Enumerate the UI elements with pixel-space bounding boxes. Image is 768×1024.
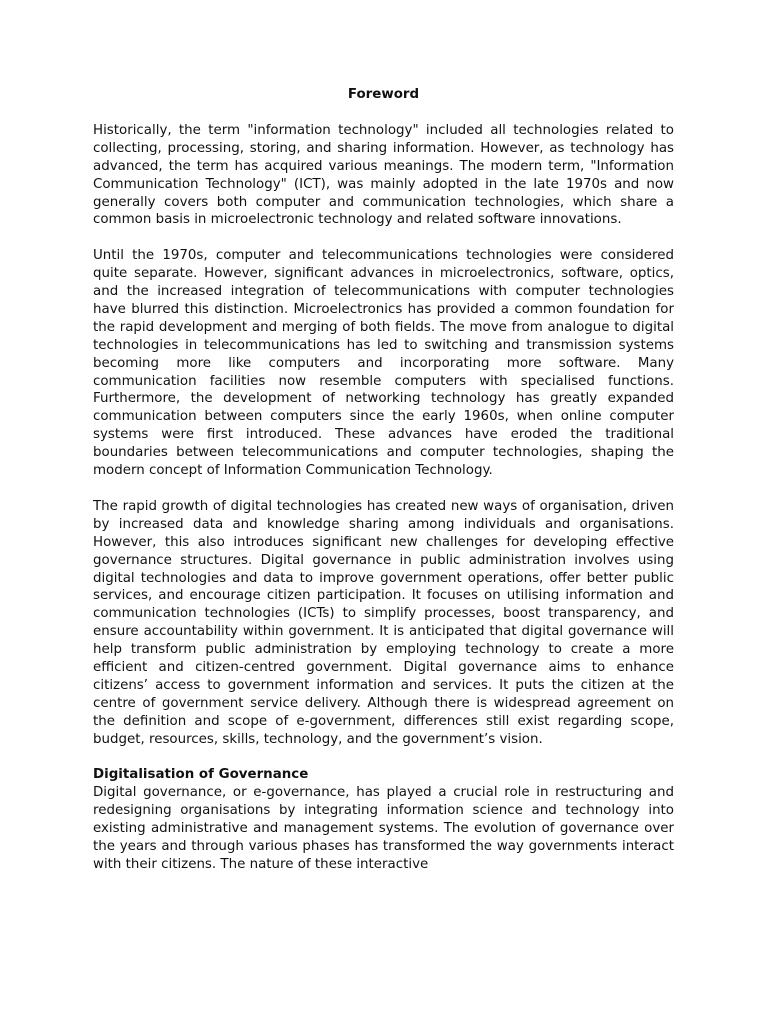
paragraph-3: The rapid growth of digital technologies has created new ways of organisation, driven by increased data and knowledge sharing among individuals and organisations. However, this also introduces significant new challenges for developing effective governance structures. Digital governance in public administration involves using digital technologies and data to improve government operations, offer better public services, and encourage citizen participation. It focuses on utilising information and communication technologies (ICTs) to simplify processes, boost transparency, and ensure accountability within government. It is anticipated that digital governance will help transform public administration by employing technology to create a more efficient and citizen-centred government. Digital governance aims to enhance citizens’ access to government information and services. It puts the citizen at the centre of government service delivery. Although there is widespread agreement on the definition and scope of e-government, differences still exist regarding scope, budget, resources, skills, technology, and the government’s vision. (93, 498, 674, 747)
paragraph-1: Historically, the term "information technology" included all technologies related to collecting, processing, storing, and sharing information. However, as technology has advanced, the term has acquired various meanings. The modern term, "Information Communication Technology" (ICT), was mainly adopted in the late 1970s and now generally covers both computer and communication technologies, which share a common basis in microelectronic technology and related software innovations. (93, 122, 674, 228)
section-heading: Digitalisation of Governance (93, 767, 309, 783)
page-title: Foreword (347, 87, 420, 102)
section-paragraph: Digital governance, or e-governance, has played a crucial role in restructuring and redesigning organisations by integrating information science and technology into existing administrative and management systems. The evolution of governance over the years and through various phases has transformed the way governments interact with their citizens. The nature of these interactive (93, 785, 674, 873)
paragraph-2: Until the 1970s, computer and telecommunications technologies were considered quite separate. However, significant advances in microelectronics, software, optics, and the increased integration of telecommunications with computer technologies have blurred this distinction. Microelectronics has provided a common foundation for the rapid development and merging of both fields. The move from analogue to digital technologies in telecommunications has led to switching and transmission systems becoming more like computers and incorporating more software. Many communication facilities now resemble computers with specialised functions. Furthermore, the development of networking technology has greatly expanded communication between computers since the early 1960s, when online computer systems were first introduced. These advances have eroded the traditional boundaries between telecommunications and computer technologies, shaping the modern concept of Information Communication Technology. (93, 248, 674, 479)
document-page (93, 86, 674, 874)
